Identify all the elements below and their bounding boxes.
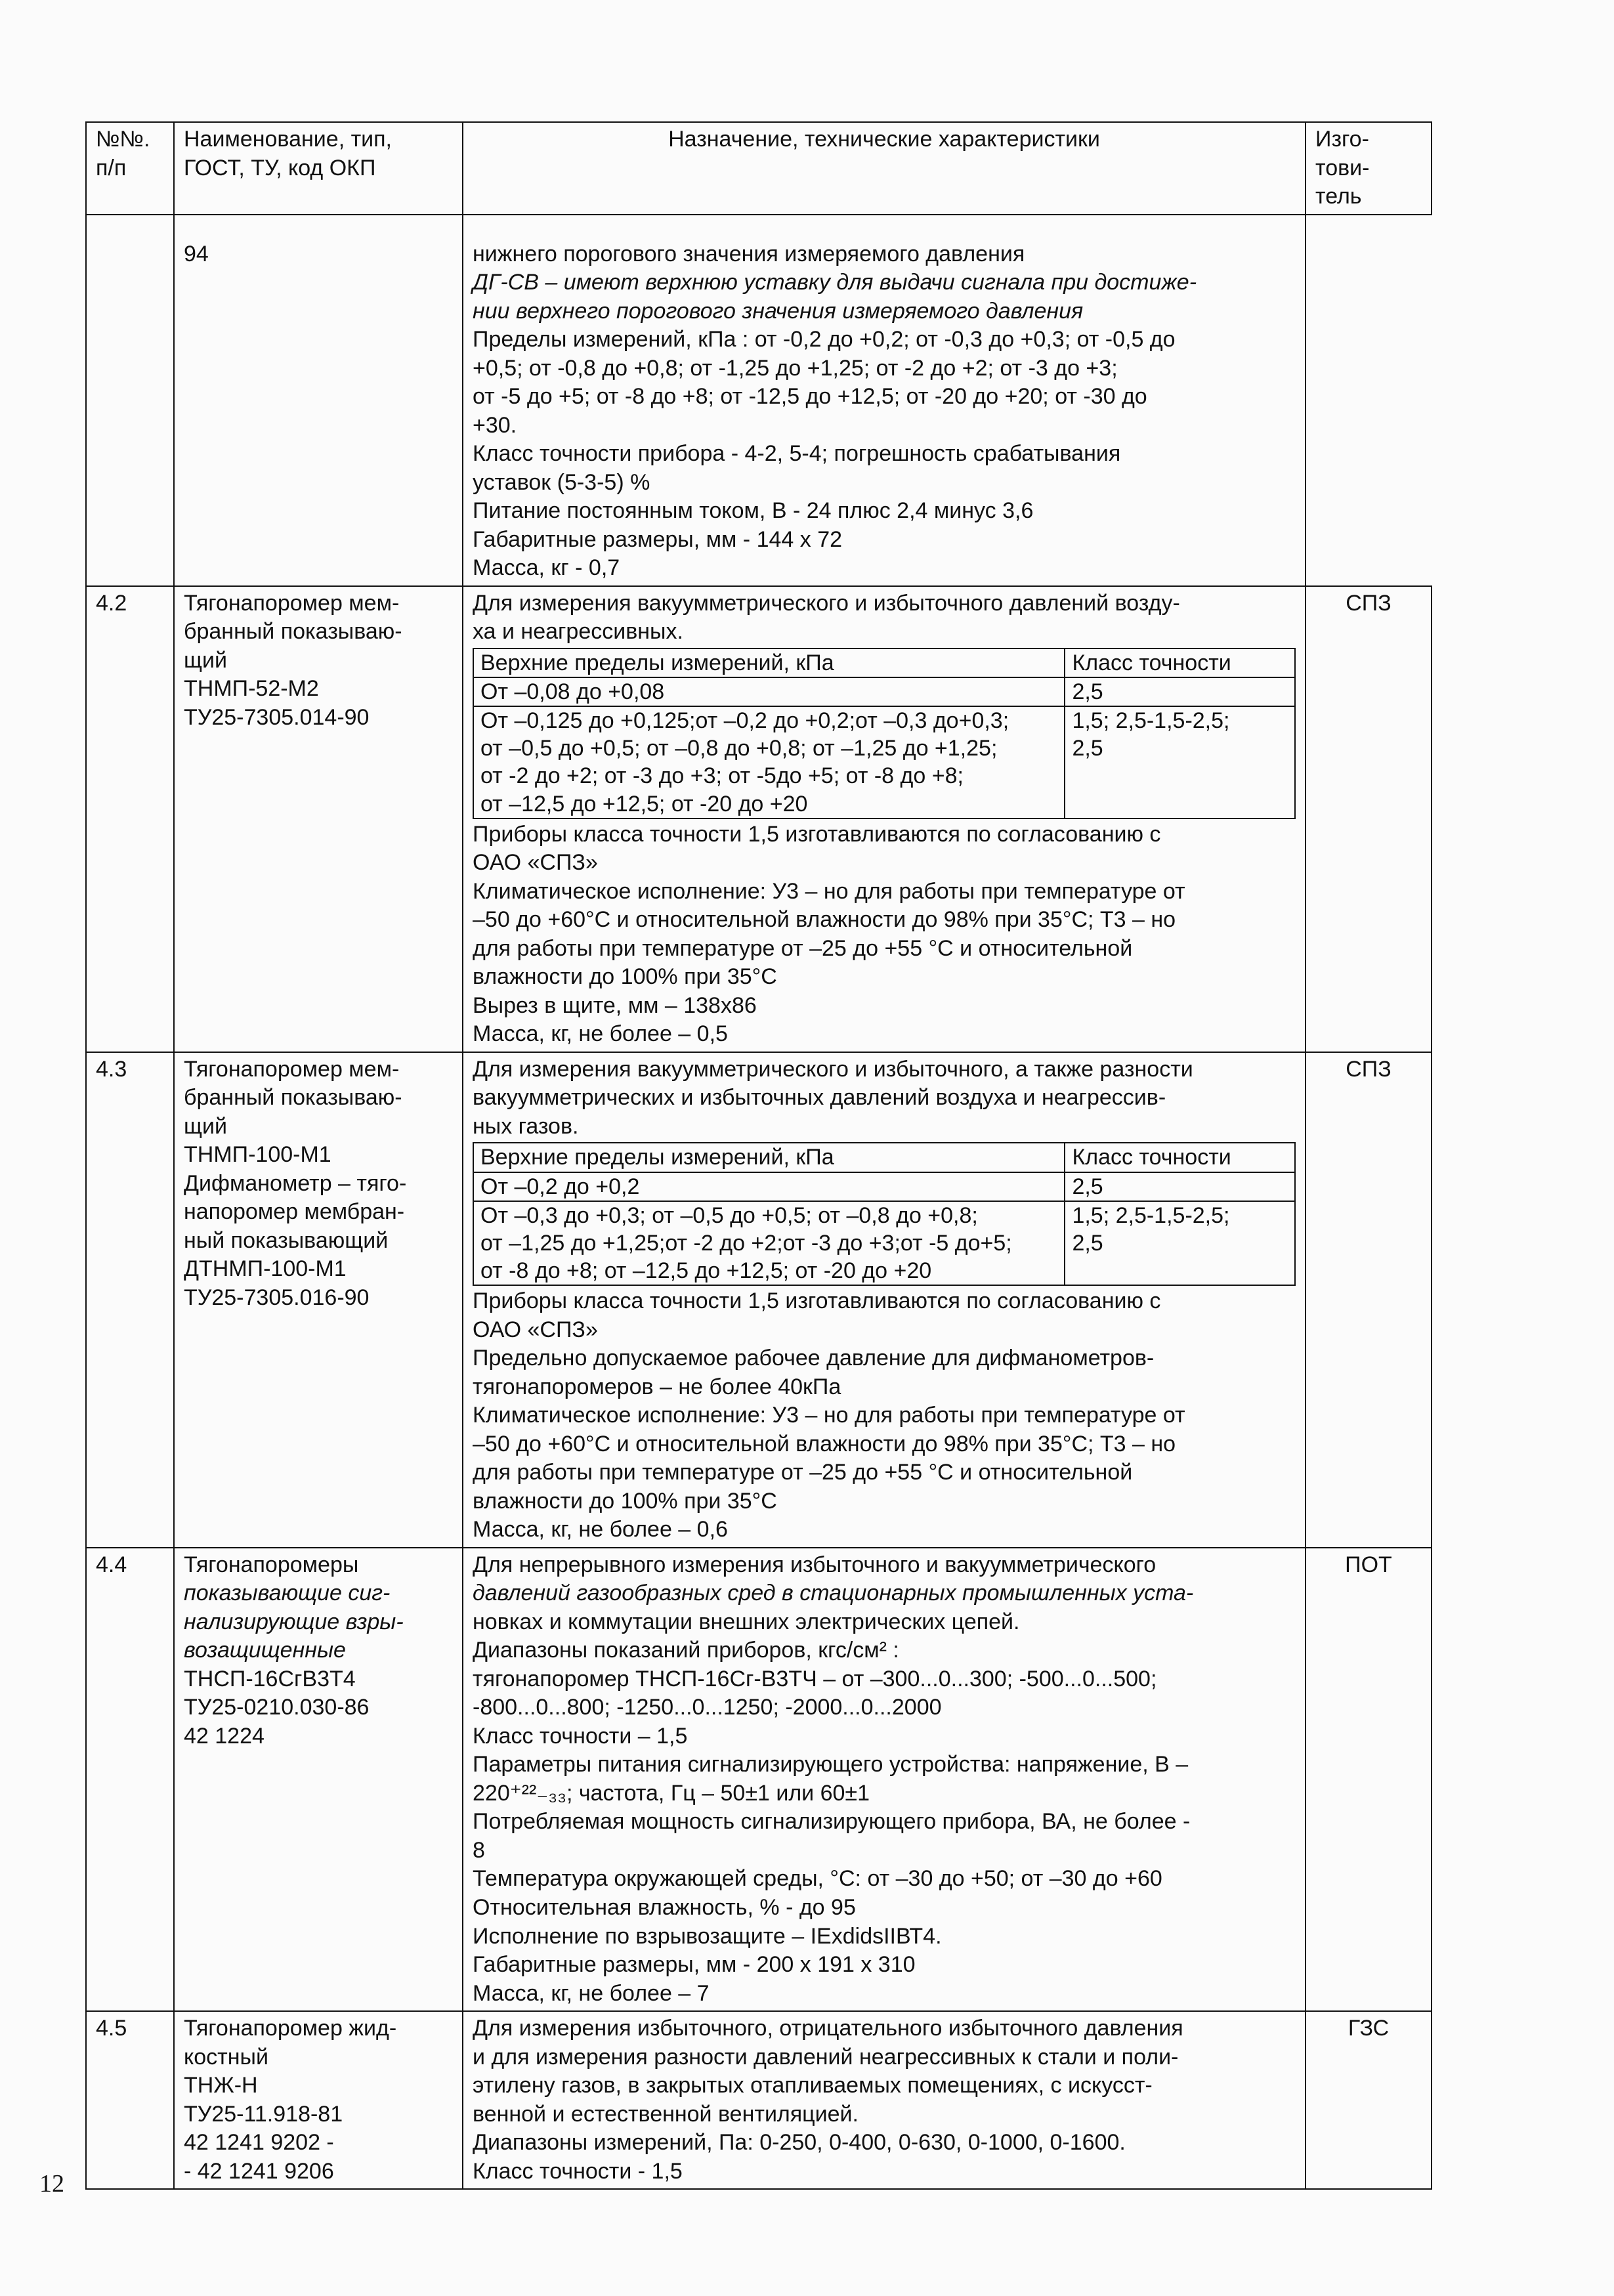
cont-desc-line: +30. [473,412,517,438]
name-line: возащищенные [184,1638,346,1663]
row-name [174,2011,463,2189]
name-line: ный показывающий [184,1227,389,1253]
desc-line: давлений газообразных сред в стационарных промышленных уста- [473,1581,1194,1606]
desc-line: венной и естественной вентиляцией. [473,2101,859,2127]
name-line: бранный показываю- [184,619,402,645]
row-name [174,1052,463,1548]
desc-line: Климатическое исполнение: У3 – но для работы при температуре от [473,1403,1185,1428]
name-line: ТНМП-52-М2 [184,676,319,702]
ranges-header-class: Класс точности [1065,1143,1295,1172]
desc-line: Класс точности - 1,5 [473,2158,683,2184]
ranges-cell: От –0,2 до +0,2 [473,1172,1065,1201]
name-line: ТНМП-100-М1 [184,1142,331,1168]
cont-desc-line: ДГ-СВ – имеют верхнюю уставку для выдачи сигнала при достиже- [473,270,1197,295]
row-name [174,586,463,1052]
cont-num [86,215,174,586]
desc-line: Потребляемая мощность сигнализирующего прибора, ВА, не более - [473,1809,1191,1835]
name-line: - 42 1241 9206 [184,2158,334,2184]
name-line: ДТНМП-100-М1 [184,1256,347,1282]
desc-line: Вырез в щите, мм – 138х86 [473,992,757,1018]
desc-line: этилену газов, в закрытых отапливаемых помещениях, с искусст- [473,2073,1153,2098]
table-row-4-2 [86,586,1432,1052]
ranges-cell: 2,5 [1065,1172,1295,1201]
ranges-cell [473,1201,1065,1285]
ranges-line: от –12,5 до +12,5; от -20 до +20 [480,791,808,817]
table-row-continuation [86,215,1432,586]
desc-line: Для непрерывного измерения избыточного и вакуумметрического [473,1552,1157,1577]
desc-line: вакуумметрических и избыточных давлений воздуха и неагрессив- [473,1085,1166,1111]
ranges-cell: 2,5 [1065,677,1295,706]
name-line: ТУ25-11.918-81 [184,2101,343,2127]
ranges-line: 2,5 [1072,736,1103,761]
ranges-header-class: Класс точности [1065,648,1295,677]
cont-desc-line: Класс точности прибора - 4-2, 5-4; погрешность срабатывания [473,441,1121,467]
desc-line: 220⁺²²₋₃₃; частота, Гц – 50±1 или 60±1 [473,1780,870,1806]
desc-line: Для измерения вакуумметрического и избыточного, а также разности [473,1056,1193,1082]
ranges-cell [1065,706,1295,818]
page-number: 12 [39,2170,64,2198]
desc-line: Масса, кг, не более – 7 [473,1980,710,2006]
desc-line: Температура окружающей среды, °С: от –30 до +50; от –30 до +60 [473,1866,1162,1892]
desc-line: –50 до +60°С и относительной влажности до 98% при 35°С; Т3 – но [473,1431,1176,1456]
desc-line: Для измерения избыточного, отрицательного избыточного давления [473,2016,1183,2041]
header-num: №№. п/п [86,122,174,215]
ranges-line: 1,5; 2,5-1,5-2,5; [1072,708,1230,734]
desc-line: Габаритные размеры, мм - 200 х 191 х 310 [473,1952,916,1978]
desc-line: Приборы класса точности 1,5 изготавливаются по согласованию с [473,1288,1161,1314]
cont-desc-line: Габаритные размеры, мм - 144 х 72 [473,526,843,552]
cont-desc-line: от -5 до +5; от -8 до +8; от -12,5 до +12,5; от -20 до +20; от -30 до [473,384,1147,410]
desc-line: Относительная влажность, % - до 95 [473,1894,856,1920]
desc-line: влажности до 100% при 35°С [473,1488,777,1514]
ranges-line: От –0,125 до +0,125;от –0,2 до +0,2;от –0,3 до+0,3; [480,708,1009,734]
name-line: ТУ25-0210.030-86 [184,1695,370,1720]
cont-desc-line: уставок (5-3-5) % [473,469,650,495]
desc-line: Для измерения вакуумметрического и избыточного давлений возду- [473,590,1180,616]
desc-line: Диапазоны измерений, Па: 0-250, 0-400, 0-630, 0-1000, 0-1600. [473,2130,1126,2156]
ranges-line: от –0,5 до +0,5; от –0,8 до +0,8; от –1,25 до +1,25; [480,736,998,761]
row-num: 4.5 [86,2011,174,2189]
table-row-4-4 [86,1548,1432,2011]
ranges-line: 2,5 [1072,1230,1103,1256]
cont-name-line: 94 [184,241,209,266]
row-num: 4.4 [86,1548,174,2011]
row-desc [463,1052,1306,1548]
desc-line: тягонапоромер ТНСП-16Сг-В3ТЧ – от –300...0...300; -500...0...500; [473,1666,1157,1691]
desc-line: Масса, кг, не более – 0,6 [473,1517,728,1542]
desc-line: -800...0...800; -1250...0...1250; -2000...0...2000 [473,1695,942,1720]
desc-line: Параметры питания сигнализирующего устройства: напряжение, В – [473,1752,1189,1777]
ranges-header-row [473,1143,1295,1172]
header-name-text: Наименование, тип, ГОСТ, ТУ, код ОКП [184,127,393,181]
name-line: щий [184,647,227,673]
desc-line: ОАО «СПЗ» [473,1317,598,1342]
name-line: 42 1241 9202 - [184,2130,334,2156]
row-num: 4.2 [86,586,174,1052]
name-line: ТНЖ-Н [184,2073,258,2098]
row-mfr: СПЗ [1306,1052,1432,1548]
row-mfr: ПОТ [1306,1548,1432,2011]
row-num: 4.3 [86,1052,174,1548]
cont-desc-line: Питание постоянным током, В - 24 плюс 2,4 минус 3,6 [473,498,1034,524]
ranges-header-range: Верхние пределы измерений, кПа [473,1143,1065,1172]
name-line: напоромер мембран- [184,1199,405,1225]
desc-line: новках и коммутации внешних электрических цепей. [473,1609,1020,1634]
name-line: нализирующие взры- [184,1609,404,1634]
header-mfr: Изго- тови- тель [1306,122,1432,215]
desc-line: Предельно допускаемое рабочее давление для дифманометров- [473,1346,1155,1371]
header-desc: Назначение, технические характеристики [463,122,1306,215]
name-line: Тягонапоромер мем- [184,1056,400,1082]
row-name [174,1548,463,2011]
desc-line: для работы при температуре от –25 до +55 °С и относительной [473,1460,1133,1485]
desc-line: тягонапоромеров – не более 40кПа [473,1374,841,1399]
cont-desc-line: +0,5; от -0,8 до +0,8; от -1,25 до +1,25; от -2 до +2; от -3 до +3; [473,355,1118,381]
ranges-header-range: Верхние пределы измерений, кПа [473,648,1065,677]
table-row-4-5 [86,2011,1432,2189]
header-name [174,122,463,215]
table-header-row [86,122,1432,215]
name-line: ТУ25-7305.016-90 [184,1285,370,1310]
document-page [85,121,1431,2184]
desc-line: ных газов. [473,1113,579,1139]
ranges-row [473,1172,1295,1201]
ranges-row [473,677,1295,706]
cont-desc-line: нии верхнего порогового значения измеряемого давления [473,298,1084,324]
desc-line: Климатическое исполнение: У3 – но для работы при температуре от [473,878,1185,904]
ranges-header-row [473,648,1295,677]
desc-line: для работы при температуре от –25 до +55 °С и относительной [473,935,1133,961]
desc-line: 8 [473,1837,485,1863]
ranges-line: от –1,25 до +1,25;от -2 до +2;от -3 до +3;от -5 до+5; [480,1230,1012,1256]
desc-line: Класс точности – 1,5 [473,1723,688,1749]
name-line: Тягонапоромер жид- [184,2016,397,2041]
ranges-line: от -8 до +8; от –12,5 до +12,5; от -20 до +20 [480,1258,932,1283]
name-line: 42 1224 [184,1723,265,1749]
name-line: костный [184,2044,268,2070]
ranges-row [473,1201,1295,1285]
ranges-line: 1,5; 2,5-1,5-2,5; [1072,1202,1230,1228]
specs-table [85,121,1432,2190]
name-line: Тягонапоромеры [184,1552,359,1577]
desc-line: –50 до +60°С и относительной влажности до 98% при 35°С; Т3 – но [473,907,1176,933]
cont-name [174,215,463,586]
desc-line: и для измерения разности давлений неагрессивных к стали и поли- [473,2044,1179,2070]
name-line: показывающие сиг- [184,1581,391,1606]
ranges-cell [1065,1201,1295,1285]
name-line: ТУ25-7305.014-90 [184,704,370,730]
ranges-cell: От –0,08 до +0,08 [473,677,1065,706]
name-line: щий [184,1113,227,1139]
desc-line: Диапазоны показаний приборов, кгс/см² : [473,1638,899,1663]
ranges-cell [473,706,1065,818]
row-desc [463,1548,1306,2011]
cont-desc-line: Масса, кг - 0,7 [473,555,620,581]
desc-line: Масса, кг, не более – 0,5 [473,1021,728,1047]
cont-desc [463,215,1306,586]
ranges-line: от -2 до +2; от -3 до +3; от -5до +5; от -8 до +8; [480,763,964,789]
cont-desc-line: Пределы измерений, кПа : от -0,2 до +0,2; от -0,3 до +0,3; от -0,5 до [473,327,1176,352]
row-desc [463,2011,1306,2189]
row-desc [463,586,1306,1052]
ranges-table [473,648,1296,819]
ranges-row [473,706,1295,818]
desc-line: Исполнение по взрывозащите – IExdidsIIВТ4. [473,1923,942,1949]
name-line: Дифманометр – тяго- [184,1170,407,1196]
row-mfr: ГЗС [1306,2011,1432,2189]
desc-line: влажности до 100% при 35°С [473,964,777,990]
table-row-4-3 [86,1052,1432,1548]
desc-line: ха и неагрессивных. [473,619,683,645]
desc-line: ОАО «СПЗ» [473,850,598,876]
ranges-line: От –0,3 до +0,3; от –0,5 до +0,5; от –0,8 до +0,8; [480,1202,978,1228]
desc-line: Приборы класса точности 1,5 изготавливаются по согласованию с [473,821,1161,847]
ranges-table [473,1142,1296,1286]
name-line: ТНСП-16СгВ3Т4 [184,1666,356,1691]
name-line: бранный показываю- [184,1085,402,1111]
name-line: Тягонапоромер мем- [184,590,400,616]
cont-desc-line: нижнего порогового значения измеряемого давления [473,241,1025,266]
row-mfr: СПЗ [1306,586,1432,1052]
